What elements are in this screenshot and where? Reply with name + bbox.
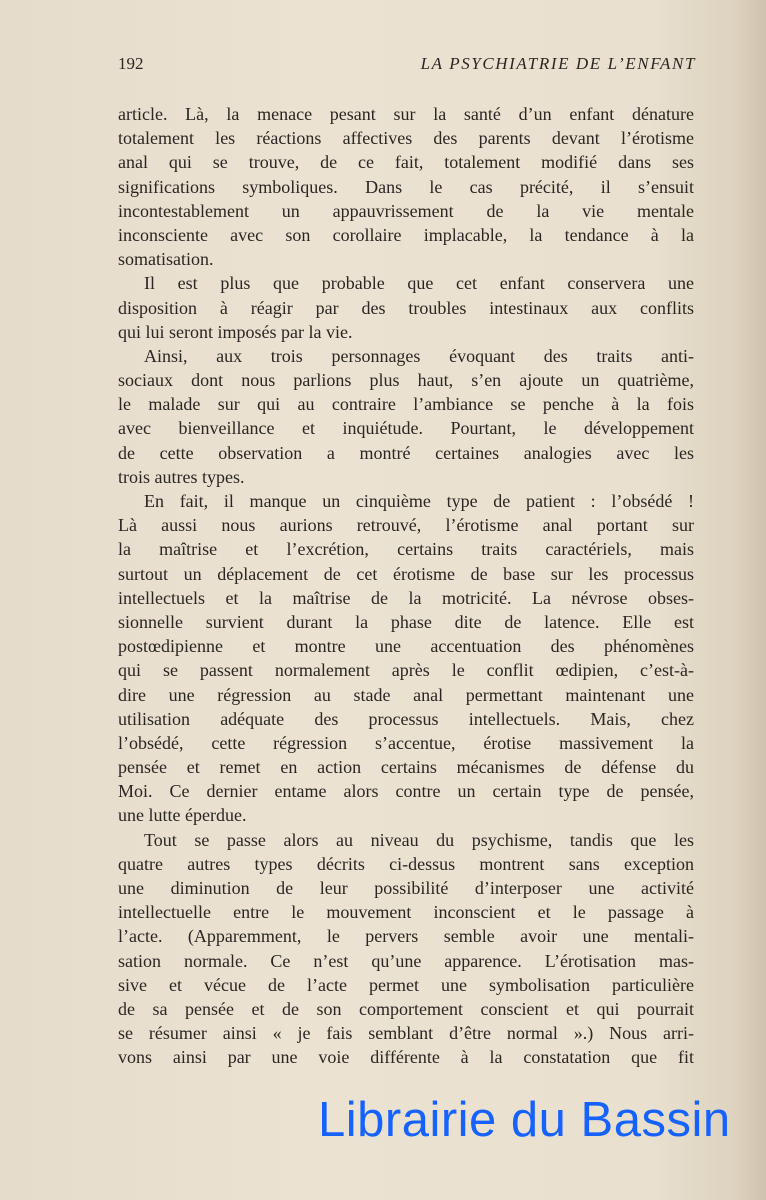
text-line: le malade sur qui au contraire l’ambiance se penche à la fois — [118, 394, 694, 415]
text-line: une diminution de leur possibilité d’interposer une activité — [118, 878, 694, 898]
text-line: l’obsédé, cette régression s’accentue, érotise massivement la — [118, 732, 694, 753]
text-line: Il est plus que probable que cet enfant conservera une — [144, 273, 694, 294]
page-body-text — [118, 102, 694, 1070]
text-line: une lutte éperdue. — [118, 805, 247, 826]
page-header — [118, 54, 696, 78]
text-line: anal qui se trouve, de ce fait, totalement modifié dans ses — [118, 152, 694, 173]
page-number: 192 — [118, 54, 144, 73]
text-line: Ainsi, aux trois personnages évoquant des traits anti- — [144, 345, 694, 366]
text-line: postœdipienne et montre une accentuation des phénomènes — [118, 636, 694, 657]
text-line: Tout se passe alors au niveau du psychisme, tandis que les — [144, 829, 694, 850]
text-line: avec bienveillance et inquiétude. Pourtant, le développement — [118, 418, 694, 439]
text-line: quatre autres types décrits ci-dessus montrent sans exception — [118, 853, 694, 874]
text-line: intellectuels et la maîtrise de la motricité. La névrose obses- — [118, 587, 694, 608]
text-line: de sa pensée et de son comportement conscient et qui pourrait — [118, 998, 694, 1019]
text-line: totalement les réactions affectives des parents devant l’érotisme — [118, 128, 694, 149]
text-line: sociaux dont nous parlions plus haut, s’en ajoute un quatrième, — [118, 370, 694, 391]
text-line: sionnelle survient durant la phase dite de latence. Elle est — [118, 611, 694, 632]
text-line: En fait, il manque un cinquième type de patient : l’obsédé ! — [144, 491, 694, 511]
text-line: sation normale. Ce n’est qu’une apparence. L’érotisation mas- — [118, 950, 694, 971]
text-line: se résumer ainsi « je fais semblant d’être normal ».) Nous arri- — [118, 1023, 694, 1044]
text-line: trois autres types. — [118, 466, 245, 487]
text-line: Là aussi nous aurions retrouvé, l’érotisme anal portant sur — [118, 515, 694, 536]
text-line: dire une régression au stade anal permettant maintenant une — [118, 684, 694, 705]
text-line: la maîtrise et l’excrétion, certains traits caractériels, mais — [118, 539, 694, 560]
text-line: de cette observation a montré certaines analogies avec les — [118, 442, 694, 463]
text-line: sive et vécue de l’acte permet une symbolisation particulière — [118, 974, 694, 995]
text-line: surtout un déplacement de cet érotisme de base sur les processus — [118, 563, 694, 584]
text-line: utilisation adéquate des processus intellectuels. Mais, chez — [118, 708, 694, 729]
text-line: qui se passent normalement après le conflit œdipien, c’est-à- — [118, 660, 694, 681]
text-line: incontestablement un appauvrissement de la vie mentale — [118, 200, 694, 221]
text-line: pensée et remet en action certains mécanismes de défense du — [118, 757, 694, 778]
text-line: intellectuelle entre le mouvement inconscient et le passage à — [118, 902, 694, 923]
text-line: vons ainsi par une voie différente à la constatation que fit — [118, 1047, 694, 1068]
text-line: Moi. Ce dernier entame alors contre un certain type de pensée, — [118, 781, 694, 802]
text-line: inconsciente avec son corollaire implacable, la tendance à la — [118, 224, 694, 245]
text-line: somatisation. — [118, 249, 214, 270]
text-line: qui lui seront imposés par la vie. — [118, 321, 353, 342]
text-line: significations symboliques. Dans le cas précité, il s’ensuit — [118, 176, 694, 197]
text-line: article. Là, la menace pesant sur la santé d’un enfant dénature — [118, 104, 694, 124]
text-line: l’acte. (Apparemment, le pervers semble avoir une mentali- — [118, 926, 694, 947]
running-head: LA PSYCHIATRIE DE L’ENFANT — [420, 54, 696, 73]
watermark: Librairie du Bassin — [318, 1093, 731, 1147]
text-line: disposition à réagir par des troubles intestinaux aux conflits — [118, 297, 694, 318]
